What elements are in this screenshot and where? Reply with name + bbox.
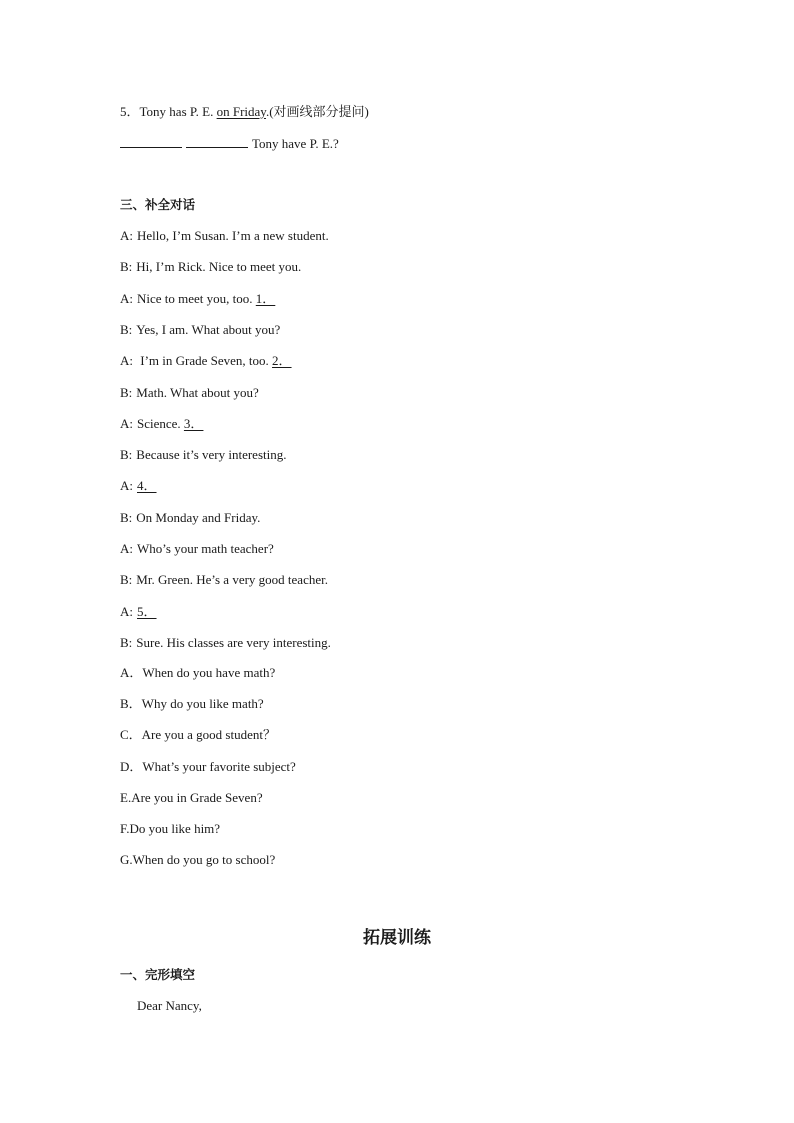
question-5-prefix: Tony has P. E. [139, 104, 217, 119]
speaker-label: A: [120, 353, 133, 368]
speaker-label: B: [120, 259, 133, 274]
dialogue-text: Who’s your math teacher? [137, 541, 274, 556]
answer-tail: Tony have P. E.? [252, 136, 339, 151]
dialogue-line [120, 604, 163, 620]
dialogue-line [120, 291, 281, 307]
dialogue-blank[interactable]: 4． [137, 478, 157, 493]
dialogue-text: Yes, I am. What about you? [136, 322, 281, 337]
section-3-heading: 三、补全对话 [120, 197, 196, 212]
speaker-label: A: [120, 228, 133, 243]
speaker-label: A: [120, 416, 133, 431]
dialogue-text: Mr. Green. He’s a very good teacher. [136, 572, 328, 587]
dialogue-blank[interactable]: 1． [255, 291, 276, 306]
option-item: C．Are you a good student？ [120, 727, 276, 742]
option-item: G.When do you go to school? [120, 852, 276, 867]
dialogue-line [120, 478, 163, 494]
question-5-number: 5． [120, 104, 140, 119]
extension-title: 拓展训练 [363, 928, 431, 948]
option-item: F.Do you like him? [120, 821, 221, 836]
answer-blank-2[interactable] [186, 136, 248, 148]
question-5-suffix: .(对画线部分提问) [265, 104, 369, 119]
dialogue-text: I’m in Grade Seven, too. [137, 353, 273, 368]
speaker-label: B: [120, 510, 133, 525]
question-5-underlined: on Friday [216, 104, 266, 119]
speaker-label: A: [120, 291, 133, 306]
dialogue-text: Nice to meet you, too. [137, 291, 256, 306]
dialogue-line [120, 447, 286, 463]
option-item: B．Why do you like math? [120, 696, 264, 711]
dialogue-blank[interactable]: 3． [183, 416, 204, 431]
dialogue-text: Hi, I’m Rick. Nice to meet you. [136, 259, 302, 274]
dialogue-line [120, 416, 209, 432]
answer-blank-1[interactable] [120, 136, 182, 148]
dialogue-line [120, 541, 274, 557]
speaker-label: B: [120, 385, 133, 400]
dialogue-line [120, 259, 301, 275]
speaker-label: A: [120, 478, 133, 493]
dialogue-line [120, 353, 298, 369]
dialogue-line [120, 322, 280, 338]
dialogue-line [120, 510, 260, 526]
dialogue-blank[interactable]: 2． [272, 353, 292, 368]
speaker-label: A: [120, 541, 133, 556]
dialogue-blank[interactable]: 5． [137, 604, 157, 619]
dialogue-line [120, 635, 331, 651]
dialogue-text: Because it’s very interesting. [136, 447, 287, 462]
dialogue-text: Sure. His classes are very interesting. [136, 635, 331, 650]
dialogue-line [120, 228, 329, 244]
dialogue-line [120, 385, 259, 401]
dialogue-text: Hello, I’m Susan. I’m a new student. [137, 228, 329, 243]
extension-sub-heading: 一、完形填空 [120, 967, 196, 982]
speaker-label: A: [120, 604, 133, 619]
speaker-label: B: [120, 635, 133, 650]
dialogue-text: On Monday and Friday. [136, 510, 261, 525]
speaker-label: B: [120, 572, 133, 587]
question-5-answer-line [120, 136, 339, 152]
dialogue-line [120, 572, 328, 588]
dialogue-text: Math. What about you? [136, 385, 259, 400]
option-item: D．What’s your favorite subject? [120, 759, 296, 774]
dialogue-text: Science. [137, 416, 184, 431]
speaker-label: B: [120, 322, 133, 337]
option-item: A．When do you have math? [120, 665, 276, 680]
letter-greeting: Dear Nancy, [137, 998, 202, 1013]
option-item: E.Are you in Grade Seven? [120, 790, 263, 805]
question-5 [120, 104, 369, 120]
speaker-label: B: [120, 447, 133, 462]
